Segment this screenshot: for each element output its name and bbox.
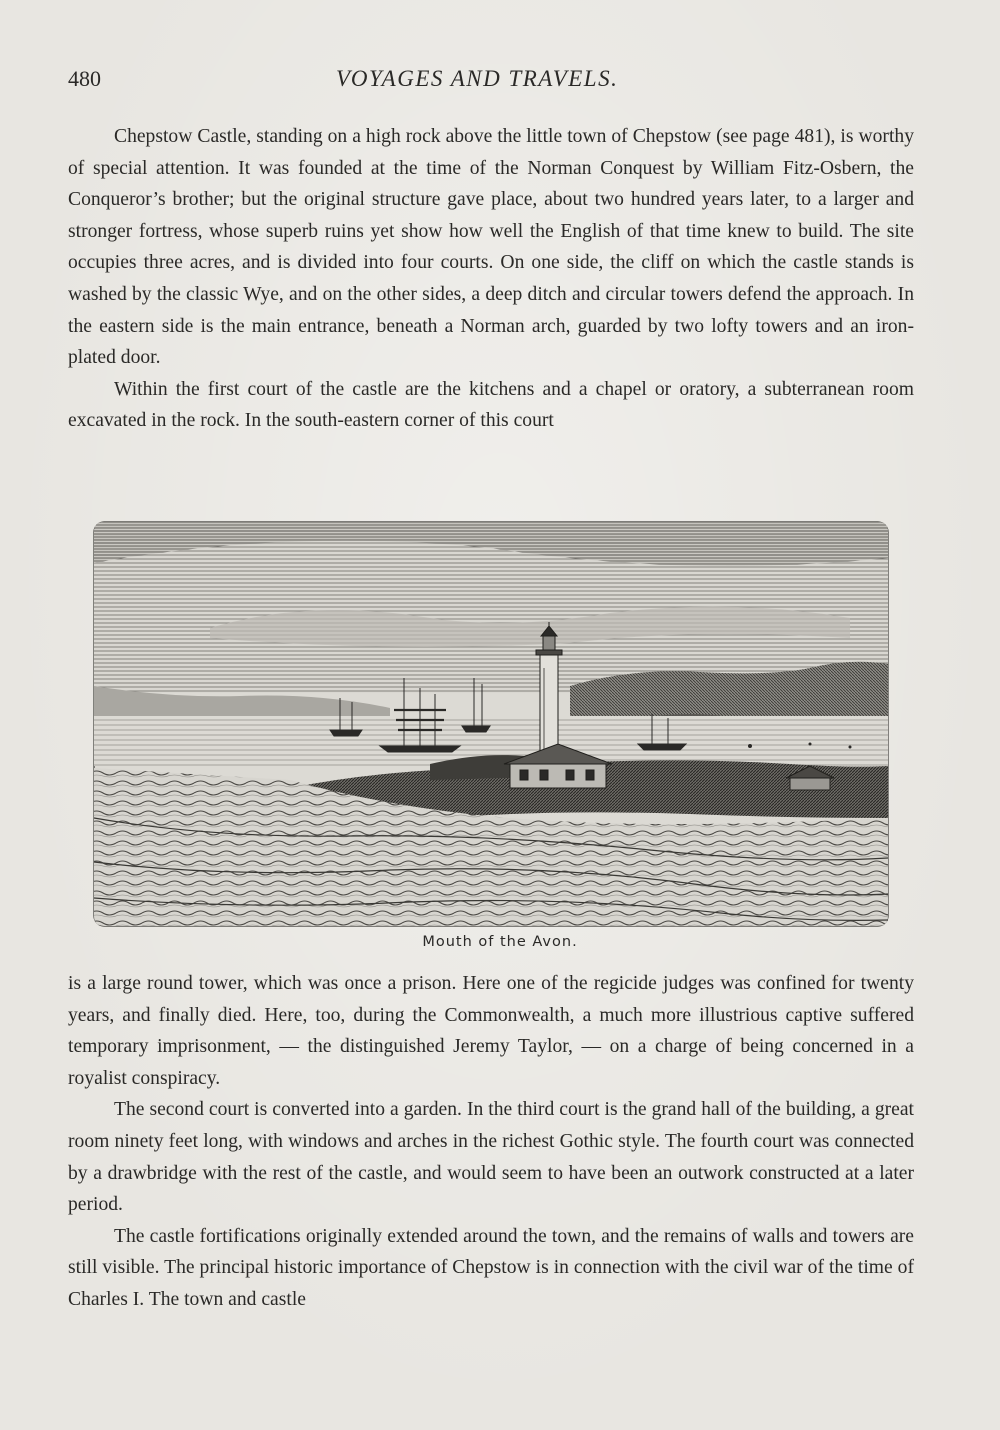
text-block-bottom (68, 968, 914, 1316)
paragraph: Chepstow Castle, standing on a high rock above the little town of Chepstow (see page 481), is worthy of special attention. It was founded at the time of the Norman Conquest by William Fitz-Osbern, the Conqueror’s brother; but the original structure gave place, about two hundred years later, to a larger and stronger fortress, whose superb ruins yet show how well the English of that time knew to build. The site occupies three acres, and is divided into four courts. On one side, the cliff on which the castle stands is washed by the classic Wye, and on the other sides, a deep ditch and circular towers defend the approach. In the eastern side is the main entrance, beneath a Norman arch, guarded by two lofty towers and an iron-plated door. (68, 126, 914, 369)
running-head (68, 66, 914, 102)
page-number: 480 (68, 66, 101, 91)
engraving-figure (90, 518, 892, 930)
paragraph: The castle fortifications originally extended around the town, and the remains of walls and towers are still visible. The principal historic importance of Chepstow is in connection with the civil war of the time of Charles I. The town and castle (68, 1225, 914, 1310)
paragraph: is a large round tower, which was once a prison. Here one of the regicide judges was confined for twenty years, and finally died. Here, too, during the Commonwealth, a much more illustrious captive suffered temporary imprisonment, — the distinguished Jeremy Taylor, — on a charge of being concerned in a royalist conspiracy. (68, 973, 914, 1089)
figure-caption: Mouth of the Avon. (422, 934, 578, 950)
paragraph: The second court is converted into a garden. In the third court is the grand hall of the building, a great room ninety feet long, with windows and arches in the richest Gothic style. The fourth court was connected by a drawbridge with the rest of the castle, and would seem to have been an outwork constructed at a later period. (68, 1099, 914, 1216)
engraving-lighthouse-harbour-icon (90, 518, 892, 930)
text-block-top (68, 121, 914, 437)
running-title: VOYAGES AND TRAVELS. (336, 66, 619, 91)
paragraph: Within the first court of the castle are the kitchens and a chapel or oratory, a subterranean room excavated in the rock. In the south-eastern corner of this court (68, 378, 914, 432)
